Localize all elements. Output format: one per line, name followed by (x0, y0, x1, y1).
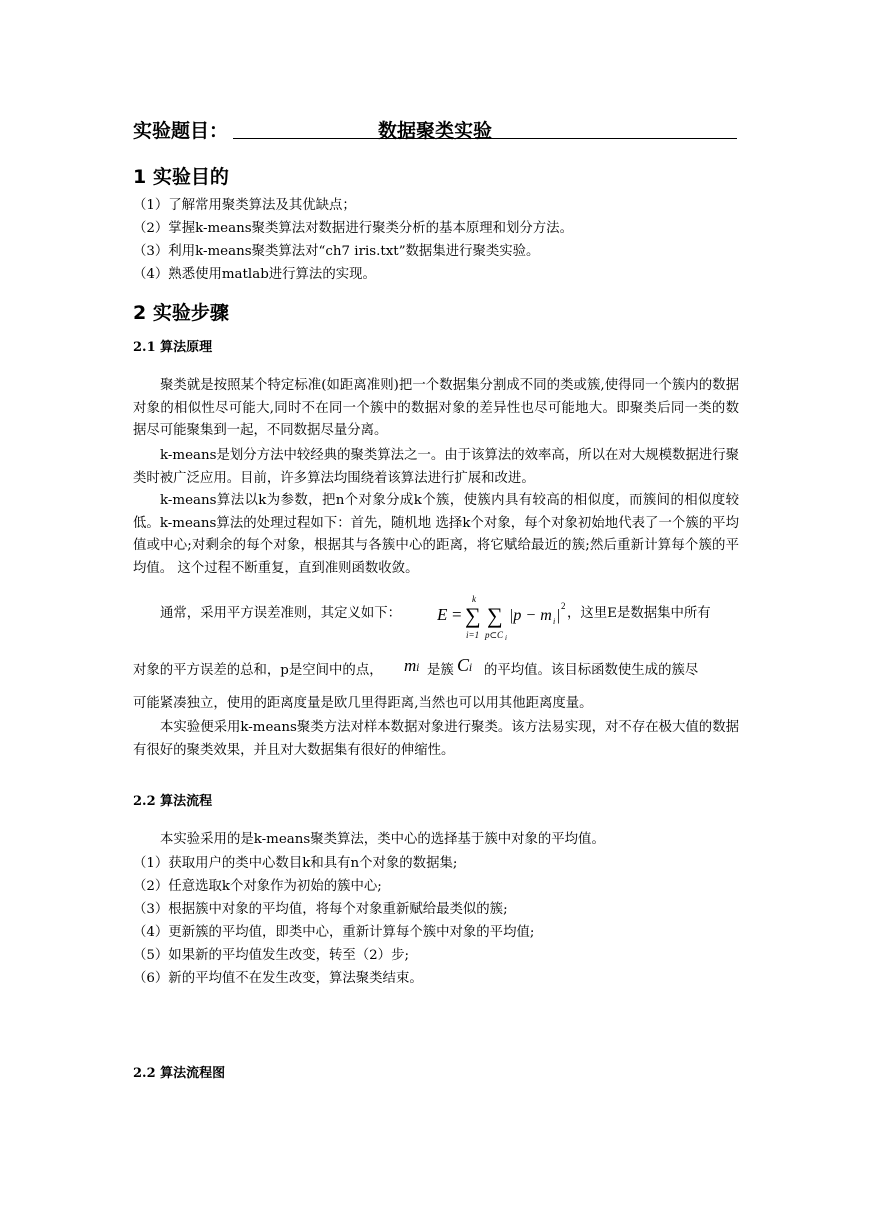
experiment-title-label: 实验题目： (133, 120, 229, 142)
symbol-c-i: Ci (457, 655, 473, 675)
objective-item-4: （4）熟悉使用matlab进行算法的实现。 (133, 267, 376, 282)
formula-explain-c: 的平均值。该目标函数使生成的簇尽 (484, 663, 699, 678)
formula-sum-symbol-1: ∑ (465, 603, 481, 628)
principle-paragraph-3: k-means算法以k为参数，把n个对象分成k个簇，使簇内具有较高的相似度，而簇间的相似度较低。k-means算法的处理过程如下：首先，随机地 选择k个对象，每个对象初始地代表了一个簇的平均值或中心;对剩余的每个对象，根据其与各簇中心的距离，将它赋给最近的簇;然后重新计算每个簇的平均值。 这个过程不断重复，直到准则函数收敛。 (133, 493, 739, 576)
subsection-principle-heading: 2.1 算法原理 (133, 340, 213, 355)
squared-error-formula (437, 592, 567, 642)
flow-step-1: （1）获取用户的类中心数目k和具有n个对象的数据集; (133, 856, 458, 871)
flow-step-6: （6）新的平均值不在发生改变，算法聚类结束。 (133, 971, 423, 986)
subsection-flow-heading: 2.2 算法流程 (133, 794, 213, 809)
flow-step-3: （3）根据簇中对象的平均值，将每个对象重新赋给最类似的簇; (133, 902, 508, 917)
objective-item-3: （3）利用k-means聚类算法对“ch7 iris.txt”数据集进行聚类实验。 (133, 244, 540, 259)
symbol-m-i: mi (404, 656, 420, 675)
formula-body: |p − m (509, 607, 552, 624)
flow-intro: 本实验采用的是k-means聚类算法，类中心的选择基于簇中对象的平均值。 (160, 832, 605, 847)
formula-body-close: | (557, 607, 561, 624)
principle-paragraph-1: 聚类就是按照某个特定标准(如距离准则)把一个数据集分割成不同的类或簇,使得同一个簇内的数据对象的相似性尽可能大,同时不在同一个簇中的数据对象的差异性也尽可能地大。即聚类后同一类的数据尽可能聚集到一起，不同数据尽量分离。 (133, 378, 739, 438)
formula-equals: = (452, 605, 462, 624)
formula-sum-symbol-2: ∑ (487, 603, 503, 628)
flow-step-4: （4）更新簇的平均值，即类中心，重新计算每个簇中对象的平均值; (133, 925, 535, 940)
formula-after-text: ，这里E是数据集中所有 (567, 606, 711, 621)
formula-sum-upper: k (472, 594, 476, 604)
formula-body-sub: i (553, 617, 556, 626)
formula-sum-lower-1: i=1 (466, 630, 480, 640)
formula-explain-a: 对象的平方误差的总和，p是空间中的点， (133, 663, 383, 678)
section2-heading: 2 实验步骤 (133, 302, 229, 324)
section1-heading: 1 实验目的 (133, 166, 229, 188)
flow-step-5: （5）如果新的平均值发生改变，转至（2）步; (133, 948, 409, 963)
formula-sum-lower-2-sub: i (505, 634, 507, 642)
formula-lhs: E (437, 605, 448, 624)
formula-intro-text: 通常，采用平方误差准则，其定义如下： (160, 606, 402, 621)
formula-power: 2 (561, 601, 566, 611)
principle-paragraph-5: 本实验便采用k-means聚类方法对样本数据对象进行聚类。该方法易实现，对不存在极大值的数据有很好的聚类效果，并且对大数据集有很好的伸缩性。 (133, 720, 739, 758)
flow-step-2: （2）任意选取k个对象作为初始的簇中心; (133, 879, 382, 894)
formula-sum-lower-2: p⊂C (485, 630, 504, 640)
objective-item-1: （1）了解常用聚类算法及其优缺点； (133, 198, 356, 213)
objective-item-2: （2）掌握k-means聚类算法对数据进行聚类分析的基本原理和划分方法。 (133, 221, 573, 236)
subsection-flowchart-heading: 2.2 算法流程图 (133, 1066, 226, 1081)
formula-explain-line3: 可能紧凑独立，使用的距离度量是欧几里得距离,当然也可以用其他距离度量。 (133, 696, 593, 711)
principle-paragraph-2: k-means是划分方法中较经典的聚类算法之一。由于该算法的效率高，所以在对大规模数据进行聚类时被广泛应用。目前，许多算法均围绕着该算法进行扩展和改进。 (133, 448, 739, 486)
experiment-title-value: 数据聚类实验 (378, 120, 493, 142)
formula-explain-b: 是簇 (427, 663, 454, 678)
